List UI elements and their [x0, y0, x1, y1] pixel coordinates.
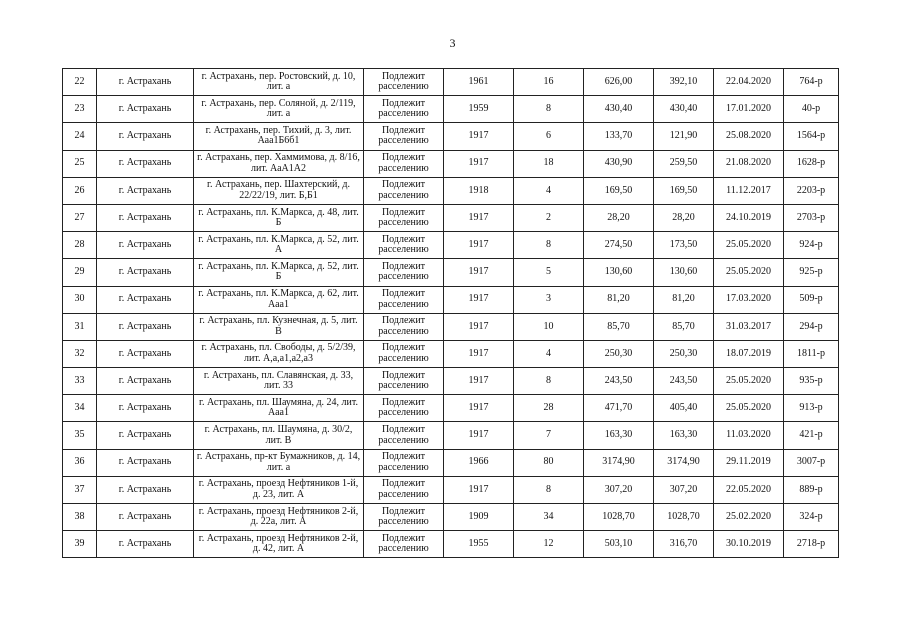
city-cell: г. Астрахань — [97, 368, 194, 395]
total-area-cell: 250,30 — [584, 340, 654, 367]
date-cell: 25.05.2020 — [714, 395, 784, 422]
city-cell: г. Астрахань — [97, 504, 194, 531]
city-cell: г. Астрахань — [97, 150, 194, 177]
document-number-cell: 924-р — [784, 232, 839, 259]
document-number-cell: 889-р — [784, 476, 839, 503]
city-cell: г. Астрахань — [97, 286, 194, 313]
address-cell: г. Астрахань, пр-кт Бумажников, д. 14, лит. а — [194, 449, 364, 476]
living-area-cell: 28,20 — [654, 204, 714, 231]
status-cell: Подлежит расселению — [364, 395, 444, 422]
status-cell: Подлежит расселению — [364, 422, 444, 449]
total-area-cell: 81,20 — [584, 286, 654, 313]
document-number-cell: 2718-р — [784, 531, 839, 558]
year-cell: 1966 — [444, 449, 514, 476]
date-cell: 24.10.2019 — [714, 204, 784, 231]
status-cell: Подлежит расселению — [364, 313, 444, 340]
table-row — [63, 476, 839, 503]
status-cell: Подлежит расселению — [364, 96, 444, 123]
year-cell: 1917 — [444, 476, 514, 503]
total-area-cell: 307,20 — [584, 476, 654, 503]
address-cell: г. Астрахань, пл. К.Маркса, д. 52, лит. Б — [194, 259, 364, 286]
living-area-cell: 169,50 — [654, 177, 714, 204]
city-cell: г. Астрахань — [97, 531, 194, 558]
living-area-cell: 163,30 — [654, 422, 714, 449]
residents-cell: 8 — [514, 232, 584, 259]
date-cell: 11.12.2017 — [714, 177, 784, 204]
row-number: 25 — [63, 150, 97, 177]
row-number: 36 — [63, 449, 97, 476]
year-cell: 1917 — [444, 150, 514, 177]
living-area-cell: 81,20 — [654, 286, 714, 313]
living-area-cell: 430,40 — [654, 96, 714, 123]
year-cell: 1918 — [444, 177, 514, 204]
status-cell: Подлежит расселению — [364, 232, 444, 259]
address-cell: г. Астрахань, пл. Славянская, д. 33, лит. 33 — [194, 368, 364, 395]
date-cell: 25.05.2020 — [714, 368, 784, 395]
residents-cell: 80 — [514, 449, 584, 476]
row-number: 26 — [63, 177, 97, 204]
document-number-cell: 421-р — [784, 422, 839, 449]
living-area-cell: 130,60 — [654, 259, 714, 286]
status-cell: Подлежит расселению — [364, 286, 444, 313]
address-cell: г. Астрахань, проезд Нефтяников 1-й, д. 23, лит. А — [194, 476, 364, 503]
city-cell: г. Астрахань — [97, 177, 194, 204]
row-number: 34 — [63, 395, 97, 422]
status-cell: Подлежит расселению — [364, 69, 444, 96]
address-cell: г. Астрахань, пл. К.Маркса, д. 52, лит. А — [194, 232, 364, 259]
registry-body — [63, 69, 839, 558]
table-row — [63, 69, 839, 96]
year-cell: 1909 — [444, 504, 514, 531]
row-number: 29 — [63, 259, 97, 286]
table-row — [63, 340, 839, 367]
city-cell: г. Астрахань — [97, 313, 194, 340]
total-area-cell: 471,70 — [584, 395, 654, 422]
living-area-cell: 121,90 — [654, 123, 714, 150]
date-cell: 25.05.2020 — [714, 259, 784, 286]
document-number-cell: 3007-р — [784, 449, 839, 476]
status-cell: Подлежит расселению — [364, 531, 444, 558]
year-cell: 1917 — [444, 204, 514, 231]
date-cell: 21.08.2020 — [714, 150, 784, 177]
status-cell: Подлежит расселению — [364, 150, 444, 177]
city-cell: г. Астрахань — [97, 204, 194, 231]
year-cell: 1917 — [444, 368, 514, 395]
year-cell: 1917 — [444, 395, 514, 422]
status-cell: Подлежит расселению — [364, 476, 444, 503]
total-area-cell: 274,50 — [584, 232, 654, 259]
city-cell: г. Астрахань — [97, 340, 194, 367]
year-cell: 1917 — [444, 340, 514, 367]
date-cell: 30.10.2019 — [714, 531, 784, 558]
year-cell: 1961 — [444, 69, 514, 96]
city-cell: г. Астрахань — [97, 476, 194, 503]
table-row — [63, 531, 839, 558]
document-number-cell: 1811-р — [784, 340, 839, 367]
address-cell: г. Астрахань, пер. Шахтерский, д. 22/22/19, лит. Б,Б1 — [194, 177, 364, 204]
living-area-cell: 316,70 — [654, 531, 714, 558]
total-area-cell: 503,10 — [584, 531, 654, 558]
total-area-cell: 243,50 — [584, 368, 654, 395]
date-cell: 25.08.2020 — [714, 123, 784, 150]
row-number: 27 — [63, 204, 97, 231]
row-number: 32 — [63, 340, 97, 367]
document-number-cell: 509-р — [784, 286, 839, 313]
total-area-cell: 430,40 — [584, 96, 654, 123]
address-cell: г. Астрахань, пл. Кузнечная, д. 5, лит. В — [194, 313, 364, 340]
city-cell: г. Астрахань — [97, 422, 194, 449]
living-area-cell: 405,40 — [654, 395, 714, 422]
status-cell: Подлежит расселению — [364, 368, 444, 395]
date-cell: 17.01.2020 — [714, 96, 784, 123]
address-cell: г. Астрахань, пл. Шаумяна, д. 30/2, лит. В — [194, 422, 364, 449]
address-cell: г. Астрахань, пл. Свободы, д. 5/2/39, лит. А,а,а1,а2,а3 — [194, 340, 364, 367]
total-area-cell: 1028,70 — [584, 504, 654, 531]
table-row — [63, 504, 839, 531]
address-cell: г. Астрахань, пл. К.Маркса, д. 62, лит. Ааа1 — [194, 286, 364, 313]
living-area-cell: 173,50 — [654, 232, 714, 259]
address-cell: г. Астрахань, пер. Соляной, д. 2/119, лит. а — [194, 96, 364, 123]
year-cell: 1917 — [444, 313, 514, 340]
row-number: 22 — [63, 69, 97, 96]
year-cell: 1917 — [444, 232, 514, 259]
total-area-cell: 133,70 — [584, 123, 654, 150]
page-number: 3 — [449, 36, 456, 50]
residents-cell: 5 — [514, 259, 584, 286]
residents-cell: 28 — [514, 395, 584, 422]
total-area-cell: 430,90 — [584, 150, 654, 177]
address-cell: г. Астрахань, пл. Шаумяна, д. 24, лит. Ааа1 — [194, 395, 364, 422]
city-cell: г. Астрахань — [97, 449, 194, 476]
year-cell: 1955 — [444, 531, 514, 558]
residents-cell: 4 — [514, 177, 584, 204]
document-number-cell: 925-р — [784, 259, 839, 286]
residents-cell: 4 — [514, 340, 584, 367]
table-row — [63, 368, 839, 395]
city-cell: г. Астрахань — [97, 69, 194, 96]
row-number: 28 — [63, 232, 97, 259]
housing-registry-table — [62, 68, 839, 558]
date-cell: 17.03.2020 — [714, 286, 784, 313]
residents-cell: 8 — [514, 476, 584, 503]
address-cell: г. Астрахань, пер. Ростовский, д. 10, лит. а — [194, 69, 364, 96]
residents-cell: 18 — [514, 150, 584, 177]
total-area-cell: 130,60 — [584, 259, 654, 286]
date-cell: 31.03.2017 — [714, 313, 784, 340]
date-cell: 18.07.2019 — [714, 340, 784, 367]
living-area-cell: 1028,70 — [654, 504, 714, 531]
status-cell: Подлежит расселению — [364, 340, 444, 367]
living-area-cell: 392,10 — [654, 69, 714, 96]
table-row — [63, 177, 839, 204]
address-cell: г. Астрахань, проезд Нефтяников 2-й, д. 42, лит. А — [194, 531, 364, 558]
document-number-cell: 935-р — [784, 368, 839, 395]
city-cell: г. Астрахань — [97, 259, 194, 286]
row-number: 33 — [63, 368, 97, 395]
living-area-cell: 243,50 — [654, 368, 714, 395]
document-number-cell: 324-р — [784, 504, 839, 531]
year-cell: 1917 — [444, 259, 514, 286]
document-number-cell: 764-р — [784, 69, 839, 96]
residents-cell: 2 — [514, 204, 584, 231]
residents-cell: 12 — [514, 531, 584, 558]
table-row — [63, 150, 839, 177]
living-area-cell: 307,20 — [654, 476, 714, 503]
city-cell: г. Астрахань — [97, 232, 194, 259]
status-cell: Подлежит расселению — [364, 204, 444, 231]
row-number: 38 — [63, 504, 97, 531]
row-number: 31 — [63, 313, 97, 340]
total-area-cell: 28,20 — [584, 204, 654, 231]
status-cell: Подлежит расселению — [364, 123, 444, 150]
total-area-cell: 626,00 — [584, 69, 654, 96]
residents-cell: 7 — [514, 422, 584, 449]
residents-cell: 16 — [514, 69, 584, 96]
year-cell: 1917 — [444, 123, 514, 150]
living-area-cell: 85,70 — [654, 313, 714, 340]
city-cell: г. Астрахань — [97, 123, 194, 150]
city-cell: г. Астрахань — [97, 395, 194, 422]
residents-cell: 6 — [514, 123, 584, 150]
document-number-cell: 2703-р — [784, 204, 839, 231]
table-row — [63, 286, 839, 313]
living-area-cell: 259,50 — [654, 150, 714, 177]
address-cell: г. Астрахань, пл. К.Маркса, д. 48, лит. Б — [194, 204, 364, 231]
total-area-cell: 169,50 — [584, 177, 654, 204]
table-row — [63, 422, 839, 449]
table-row — [63, 96, 839, 123]
row-number: 39 — [63, 531, 97, 558]
status-cell: Подлежит расселению — [364, 504, 444, 531]
city-cell: г. Астрахань — [97, 96, 194, 123]
year-cell: 1917 — [444, 286, 514, 313]
year-cell: 1917 — [444, 422, 514, 449]
document-number-cell: 1628-р — [784, 150, 839, 177]
table-row — [63, 395, 839, 422]
table-row — [63, 204, 839, 231]
year-cell: 1959 — [444, 96, 514, 123]
document-number-cell: 294-р — [784, 313, 839, 340]
residents-cell: 3 — [514, 286, 584, 313]
living-area-cell: 3174,90 — [654, 449, 714, 476]
document-number-cell: 40-р — [784, 96, 839, 123]
living-area-cell: 250,30 — [654, 340, 714, 367]
total-area-cell: 163,30 — [584, 422, 654, 449]
status-cell: Подлежит расселению — [364, 259, 444, 286]
residents-cell: 34 — [514, 504, 584, 531]
date-cell: 11.03.2020 — [714, 422, 784, 449]
status-cell: Подлежит расселению — [364, 177, 444, 204]
total-area-cell: 85,70 — [584, 313, 654, 340]
date-cell: 25.05.2020 — [714, 232, 784, 259]
date-cell: 22.05.2020 — [714, 476, 784, 503]
table-row — [63, 313, 839, 340]
status-cell: Подлежит расселению — [364, 449, 444, 476]
document-number-cell: 913-р — [784, 395, 839, 422]
row-number: 23 — [63, 96, 97, 123]
address-cell: г. Астрахань, проезд Нефтяников 2-й, д. 22а, лит. А — [194, 504, 364, 531]
residents-cell: 8 — [514, 96, 584, 123]
residents-cell: 10 — [514, 313, 584, 340]
row-number: 30 — [63, 286, 97, 313]
table-row — [63, 449, 839, 476]
total-area-cell: 3174,90 — [584, 449, 654, 476]
address-cell: г. Астрахань, пер. Тихий, д. 3, лит. Ааа1Б6б1 — [194, 123, 364, 150]
date-cell: 29.11.2019 — [714, 449, 784, 476]
residents-cell: 8 — [514, 368, 584, 395]
table-row — [63, 259, 839, 286]
address-cell: г. Астрахань, пер. Хаммимова, д. 8/16, лит. АаА1А2 — [194, 150, 364, 177]
table-row — [63, 232, 839, 259]
row-number: 24 — [63, 123, 97, 150]
date-cell: 25.02.2020 — [714, 504, 784, 531]
document-number-cell: 1564-р — [784, 123, 839, 150]
date-cell: 22.04.2020 — [714, 69, 784, 96]
row-number: 35 — [63, 422, 97, 449]
table-row — [63, 123, 839, 150]
document-number-cell: 2203-р — [784, 177, 839, 204]
row-number: 37 — [63, 476, 97, 503]
